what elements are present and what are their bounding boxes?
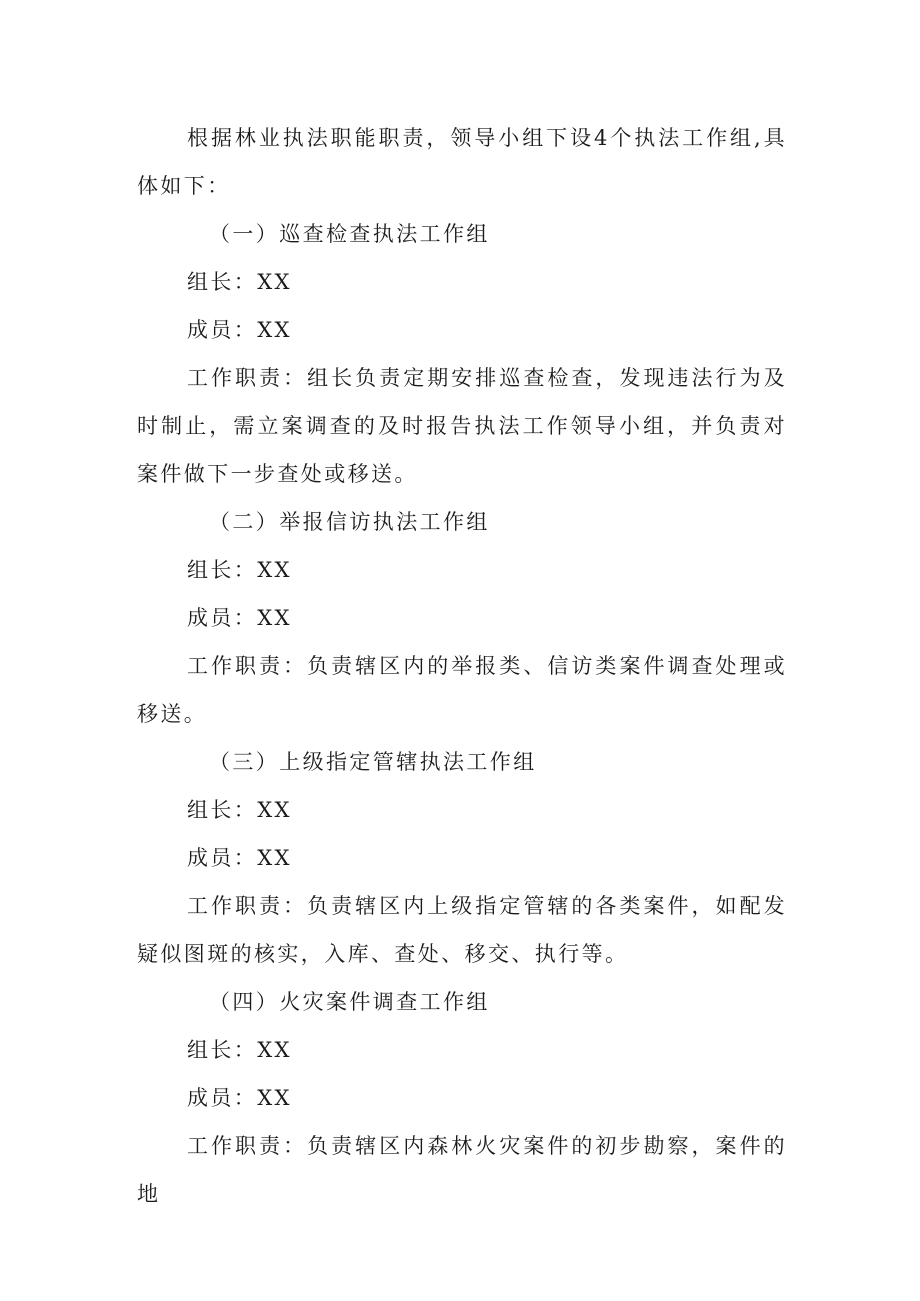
duty-paragraph-1: 工作职责：组长负责定期安排巡查检查，发现违法行为及时制止，需立案调查的及时报告执法工作领导小组，并负责对案件做下一步查处或移送。	[137, 366, 787, 486]
section-heading-3: （三）上级指定管辖执法工作组	[209, 750, 537, 774]
group-leader-4: 组长：XX	[187, 1038, 292, 1062]
group-leader-1: 组长：XX	[187, 270, 292, 294]
group-members-1: 成员：XX	[187, 318, 292, 342]
duty-paragraph-4: 工作职责：负责辖区内森林火灾案件的初步勘察，案件的地	[137, 1134, 787, 1206]
section-heading-1: （一）巡查检查执法工作组	[209, 222, 490, 246]
group-members-3: 成员：XX	[187, 846, 292, 870]
duty-paragraph-2: 工作职责：负责辖区内的举报类、信访类案件调查处理或移送。	[137, 654, 787, 726]
group-leader-3: 组长：XX	[187, 798, 292, 822]
group-leader-2: 组长：XX	[187, 558, 292, 582]
section-heading-4: （四）火灾案件调查工作组	[209, 990, 490, 1014]
section-heading-2: （二）举报信访执法工作组	[209, 510, 490, 534]
group-members-2: 成员：XX	[187, 606, 292, 630]
intro-paragraph: 根据林业执法职能职责，领导小组下设4个执法工作组,具体如下：	[137, 126, 787, 198]
group-members-4: 成员：XX	[187, 1086, 292, 1110]
duty-paragraph-3: 工作职责：负责辖区内上级指定管辖的各类案件，如配发疑似图斑的核实，入库、查处、移交、执行等。	[137, 894, 787, 966]
document-body	[137, 114, 787, 1218]
